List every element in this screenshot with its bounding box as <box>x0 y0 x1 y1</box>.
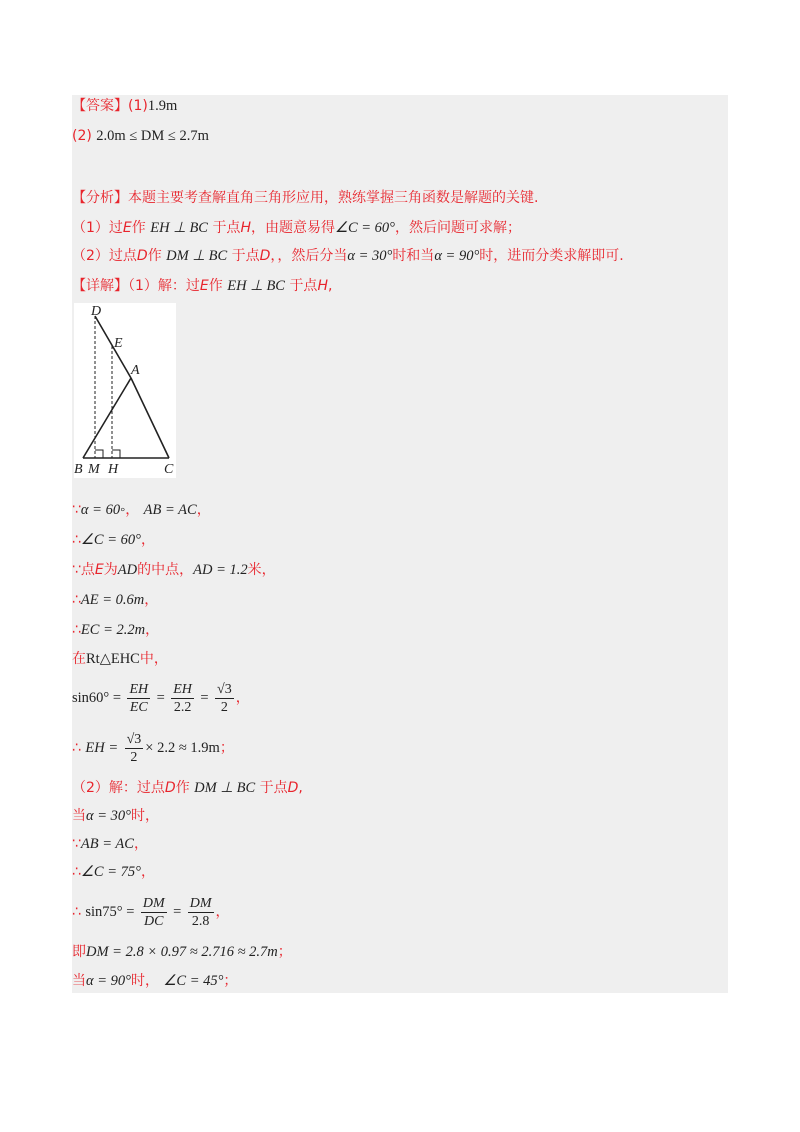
math: = <box>200 690 209 706</box>
text: ， <box>215 904 230 920</box>
fraction <box>127 681 150 716</box>
math: α = 30° <box>86 808 131 824</box>
step-line-4 <box>72 590 158 610</box>
denominator: 2.2 <box>173 699 192 715</box>
text: （2）过点 <box>72 248 137 264</box>
text: 于点 <box>231 248 260 264</box>
text: 作 <box>147 248 162 264</box>
label-b: B <box>74 462 83 477</box>
segment-ac <box>131 378 169 458</box>
step-line-7 <box>72 678 250 718</box>
text: ， <box>140 532 155 548</box>
text: D <box>259 248 271 264</box>
text: H <box>240 220 251 236</box>
text: 在 <box>72 651 86 667</box>
answer-part2-value: 2.0m ≤ DM ≤ 2.7m <box>96 128 209 144</box>
denominator: EC <box>129 699 148 715</box>
numerator: EH <box>129 681 149 697</box>
label-m: M <box>88 462 100 477</box>
right-angle-m <box>95 450 103 458</box>
math: DM = 2.8 × 0.97 ≈ 2.716 ≈ 2.7m <box>86 944 278 960</box>
text: 作 <box>208 278 223 294</box>
text: ， <box>145 622 160 638</box>
step-line-14 <box>72 942 292 962</box>
text: ； <box>277 944 292 960</box>
text: ； <box>219 740 234 756</box>
label-d: D <box>91 304 102 319</box>
text: ，，然后分当 <box>270 248 348 264</box>
math: ∠C = 75° <box>80 864 141 880</box>
text: H <box>317 278 328 294</box>
analysis-text: 本题主要考查解直角三角形应用，熟练掌握三角函数是解题的关键. <box>128 190 539 206</box>
text: D <box>136 248 148 264</box>
denominator: DC <box>144 913 164 929</box>
step-line-8 <box>72 728 234 768</box>
text: ， <box>144 592 159 608</box>
denominator: 2.8 <box>191 913 210 929</box>
math: EH ⊥ BC <box>150 220 208 236</box>
text: 当 <box>72 973 86 989</box>
text: ，然后问题可求解； <box>394 220 521 236</box>
label-c: C <box>164 462 174 477</box>
math: Rt△EHC <box>86 651 140 667</box>
fraction <box>171 681 194 716</box>
label-h: H <box>108 462 119 477</box>
text: ； <box>223 973 238 989</box>
text: E <box>94 562 104 578</box>
text: ∴ <box>72 904 81 920</box>
math: AE = 0.6m <box>80 592 145 608</box>
analysis-step-1 <box>72 218 521 238</box>
text: D <box>287 780 299 796</box>
text: E <box>199 278 209 294</box>
segment-ba <box>83 378 131 458</box>
fraction <box>188 895 214 930</box>
step-line-10 <box>72 806 159 826</box>
label-e: E <box>114 336 123 351</box>
step-line-9 <box>72 778 303 798</box>
text: ， <box>140 864 155 880</box>
analysis-intro <box>72 188 538 208</box>
numerator: DM <box>142 895 165 911</box>
text: ∵ <box>72 502 81 518</box>
text: ∵点 <box>72 562 95 578</box>
text: 于点 <box>212 220 241 236</box>
math: ∠C = 60° <box>80 532 141 548</box>
math: α = 90° <box>434 248 480 264</box>
detail-header <box>72 276 332 296</box>
text: D <box>164 780 176 796</box>
text: ， <box>133 836 148 852</box>
analysis-step-2 <box>72 246 624 266</box>
math: DM ⊥ BC <box>166 248 228 264</box>
answer-part1-value: 1.9m <box>147 98 178 114</box>
detail-tag: 【详解】 <box>72 278 128 294</box>
right-angle-h <box>112 450 120 458</box>
math: AB = AC <box>80 836 134 852</box>
math: sin75° = <box>85 904 135 920</box>
step-line-15 <box>72 971 237 991</box>
text: （1）过 <box>72 220 123 236</box>
fraction <box>125 731 144 766</box>
fraction <box>215 681 234 716</box>
denominator: 2 <box>220 699 228 715</box>
text: E <box>122 220 132 236</box>
text: ∴ <box>72 532 81 548</box>
step-line-5 <box>72 620 159 640</box>
text: ， <box>196 502 211 518</box>
math: AD = 1.2 <box>193 562 248 578</box>
step-line-3 <box>72 560 276 580</box>
step-line-1 <box>72 500 211 520</box>
geometry-figure <box>74 303 176 478</box>
label-a: A <box>131 363 140 378</box>
text: 于点 <box>289 278 318 294</box>
step-line-6 <box>72 649 168 669</box>
text: ∴ <box>72 740 81 756</box>
math: EH = <box>85 740 119 756</box>
math: ∠C = 45° <box>163 973 224 989</box>
answer-part2-number: (2) <box>72 128 92 144</box>
text: ∴ <box>72 622 81 638</box>
math: AB = AC <box>143 502 197 518</box>
numerator: DM <box>189 895 212 911</box>
text: 作 <box>175 780 190 796</box>
text: 时，进而分类求解即可. <box>479 248 624 264</box>
math: DM ⊥ BC <box>194 780 256 796</box>
text: 时， <box>130 808 159 824</box>
text: 的中点， <box>137 562 194 578</box>
denominator: 2 <box>130 749 138 765</box>
math: α = 30° <box>347 248 393 264</box>
step-line-12 <box>72 862 155 882</box>
text: ， <box>125 502 140 518</box>
answer-tag: 【答案】 <box>72 98 128 114</box>
fraction <box>141 895 167 930</box>
triangle-diagram <box>74 303 176 478</box>
math: = <box>173 904 182 920</box>
text: 米， <box>247 562 276 578</box>
text: 中， <box>139 651 168 667</box>
text: 时， <box>130 973 159 989</box>
math: EH ⊥ BC <box>227 278 285 294</box>
math: α = 60◦ <box>80 502 126 518</box>
math: = <box>156 690 165 706</box>
text: , <box>298 780 303 796</box>
text: （1）解：过 <box>128 278 200 294</box>
math: × 2.2 ≈ 1.9m <box>145 740 220 756</box>
math: EC = 2.2m <box>80 622 146 638</box>
text: 于点 <box>259 780 288 796</box>
numerator: √3 <box>217 681 232 697</box>
answer-line-1 <box>72 96 177 116</box>
text: 时和当 <box>392 248 435 264</box>
step-line-13 <box>72 892 230 932</box>
math: sin60° = <box>72 690 122 706</box>
text: ，由题意易得 <box>250 220 335 236</box>
text: ∴ <box>72 864 81 880</box>
numerator: √3 <box>126 731 142 747</box>
text: （2）解：过点 <box>72 780 165 796</box>
text: ∵ <box>72 836 81 852</box>
answer-line-2 <box>72 126 209 146</box>
numerator: EH <box>173 681 192 697</box>
text: ， <box>235 690 250 706</box>
text: , <box>327 278 333 294</box>
segment-da <box>95 316 131 378</box>
analysis-tag: 【分析】 <box>72 190 128 206</box>
text: 作 <box>131 220 146 236</box>
math: AD <box>117 562 138 578</box>
answer-part1-number: (1) <box>128 98 148 114</box>
step-line-2 <box>72 530 155 550</box>
math: α = 90° <box>86 973 131 989</box>
text: 为 <box>103 562 118 578</box>
step-line-11 <box>72 834 148 854</box>
text: 即 <box>72 944 86 960</box>
math: ∠C = 60° <box>334 220 395 236</box>
text: ∴ <box>72 592 81 608</box>
text: 当 <box>72 808 86 824</box>
